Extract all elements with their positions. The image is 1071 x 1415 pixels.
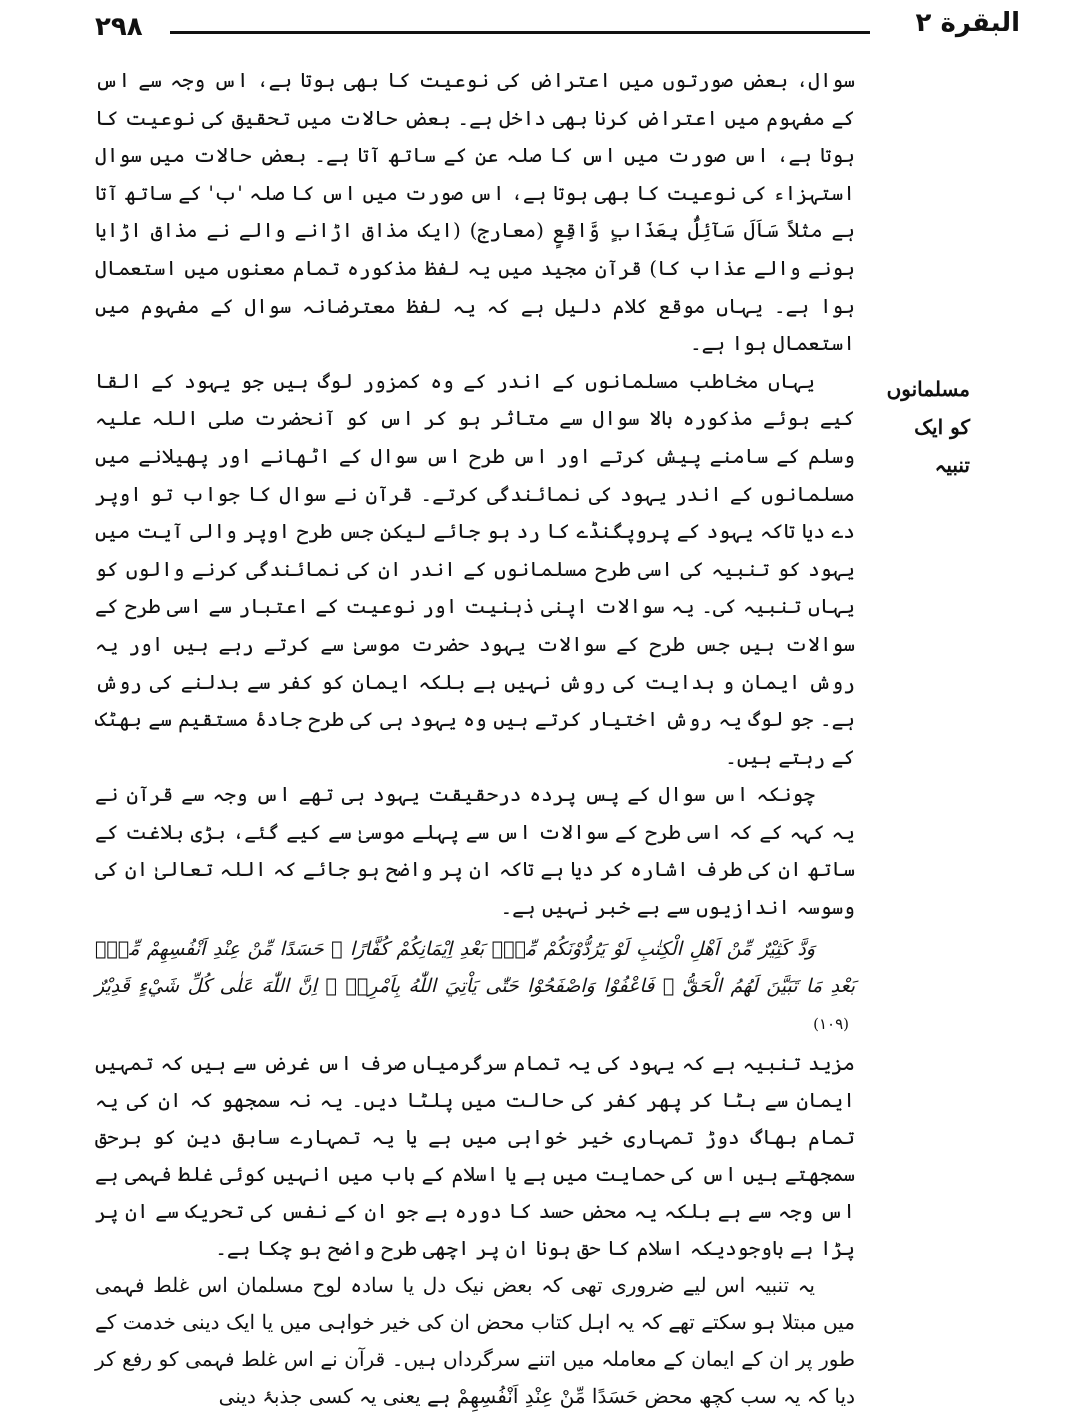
page-number: ۲۹۸ — [95, 12, 143, 42]
commentary-text — [95, 1045, 855, 1415]
margin-note: مسلمانوں کو ایک تنبیہ — [886, 377, 970, 477]
quran-verse — [95, 931, 855, 1043]
paragraph: چونکہ اس سوال کے پس پردہ درحقیقت یہود ہی تھے اس وجہ سے قرآن نے یہ کہہ کے کہ اسی طرح کے سوالات اس سے پہلے موسیٰ سے کیے گئے، بڑی بلاغت کے ساتھ ان کی طرف اشارہ کر دیا ہے تاکہ ان پر واضح ہو جائے کہ اللہ تعالیٰ ان کی وسوسہ اندازیوں سے بے خبر نہیں ہے۔ — [95, 782, 855, 920]
paragraph: سوال، بعض صورتوں میں اعتراض کی نوعیت کا بھی ہوتا ہے، اس وجہ سے اس کے مفہوم میں اعتراض کرنا بھی داخل ہے۔ بعض حالات میں تحقیق کی نوعیت کا ہوتا ہے، اس صورت میں اس کا صلہ عن کے ساتھ آتا ہے۔ بعض حالات میں سوال استہزاء کی نوعیت کا بھی ہوتا ہے، اس صورت میں اس کا صلہ 'ب' کے ساتھ آتا ہے مثلاً سَاَلَ سَآئِلٌۢ بِعَذَابٍ وَّاقِعٍ (معارج) (ایک مذاق اڑانے والے نے مذاق اڑایا ہونے والے عذاب کا) قرآن مجید میں یہ لفظ مذکورہ تمام معنوں میں استعمال ہوا ہے۔ یہاں موقع کلام دلیل ہے کہ یہ لفظ معترضانہ سوال کے مفہوم میں استعمال ہوا ہے۔ — [95, 68, 855, 356]
paragraph: یہاں مخاطب مسلمانوں کے اندر کے وہ کمزور لوگ ہیں جو یہود کے القا کیے ہوئے مذکورہ بالا سوال سے متاثر ہو کر اس کو آنحضرت صلی اللہ علیہ وسلم کے سامنے پیش کرتے اور اس طرح اس سوال کے اٹھانے اور پھیلانے میں مسلمانوں کے اندر یہود کی نمائندگی کرتے۔ قرآن نے سوال کا جواب تو اوپر دے دیا تاکہ یہود کے پروپگنڈے کا رد ہو جائے لیکن جس طرح اوپر والی آیت میں یہود کو تنبیہ کی اسی طرح مسلمانوں کے اندر ان کی نمائندگی کرنے والوں کو یہاں تنبیہ کی۔ یہ سوالات اپنی ذہنیت اور نوعیت کے اعتبار سے اسی طرح کے سوالات ہیں جس طرح کے سوالات یہود حضرت موسیٰ سے کرتے رہے ہیں اور یہ روش ایمان و ہدایت کی روش نہیں ہے بلکہ ایمان کو کفر سے بدلنے کی روش ہے۔ جو لوگ یہ روش اختیار کرتے ہیں وہ یہود ہی کی طرح جادۂ مستقیم سے بھٹک کے رہتے ہیں۔ — [95, 368, 855, 769]
header-rule — [170, 31, 870, 34]
main-text — [95, 62, 855, 1049]
surah-title: البقرة ۲ — [915, 8, 1020, 38]
verse-text: وَدَّ كَثِيْرٌ مِّنْ اَهْلِ الْكِتٰبِ لَوْ يَرُدُّوْنَكُمْ مِّنْۢ بَعْدِ اِيْمَانِكُمْ كُفَّارًا ۚ حَسَدًا مِّنْ عِنْدِ اَنْفُسِهِمْ مِّنْۢ بَعْدِ مَا تَبَيَّنَ لَهُمُ الْحَقُّ ۚ فَاعْفُوْا وَاصْفَحُوْا حَتّٰى يَاْتِيَ اللّٰهُ بِاَمْرِهٖ ۭ اِنَّ اللّٰهَ عَلٰى كُلِّ شَيْءٍ قَدِيْرٌ — [95, 937, 855, 997]
paragraph: یہ تنبیہ اس لیے ضروری تھی کہ بعض نیک دل یا سادہ لوح مسلمان اس غلط فہمی میں مبتلا ہو سکتے تھے کہ یہ اہل کتاب محض ان کی خیر خواہی میں یا ایک دینی خدمت کے طور پر ان کے ایمان کے معاملہ میں اتنے سرگرداں ہیں۔ قرآن نے اس غلط فہمی کو رفع کر دیا کہ یہ سب کچھ محض حَسَدًا مِّنْ عِنْدِ اَنْفُسِهِمْ ہے یعنی یہ کسی جذبۂ دینی — [95, 1273, 855, 1408]
page-header — [95, 8, 1020, 52]
verse-number: (۱۰۹) — [813, 1014, 849, 1033]
paragraph: مزید تنبیہ ہے کہ یہود کی یہ تمام سرگرمیاں صرف اس غرض سے ہیں کہ تمہیں ایمان سے ہٹا کر پھر کفر کی حالت میں پلٹا دیں۔ یہ نہ سمجھو کہ ان کی یہ تمام بھاگ دوڑ تمہاری خیر خواہی میں ہے یا یہ تمہارے سابق دین کو برحق سمجھتے ہیں اس کی حمایت میں ہے یا اسلام کے باب میں انہیں کوئی غلط فہمی ہے اس وجہ سے ہے بلکہ یہ محض حسد کا دورہ ہے جو ان کے نفس کی تحریک سے ان پر پڑا ہے باوجودیکہ اسلام کا حق ہونا ان پر اچھی طرح واضح ہو چکا ہے۔ — [95, 1051, 855, 1260]
